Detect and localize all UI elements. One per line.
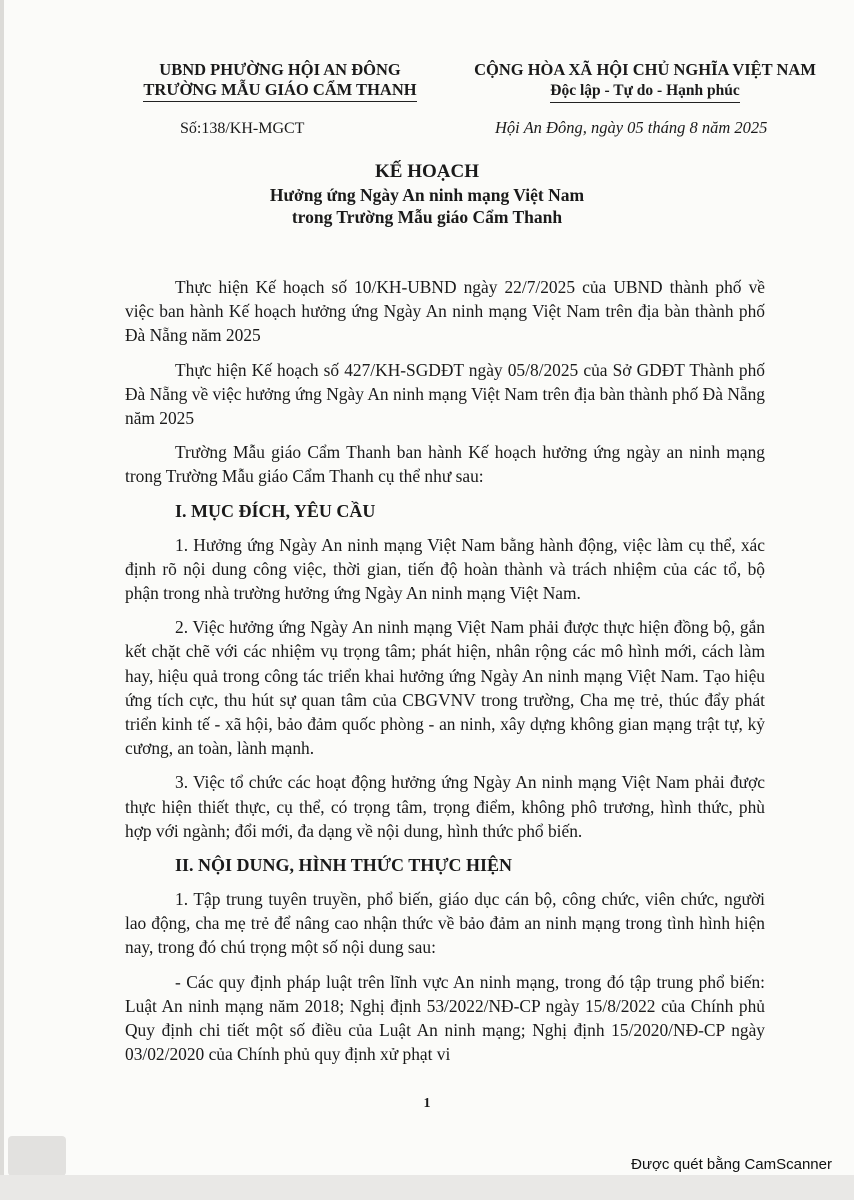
title-type: KẾ HOẠCH	[375, 161, 479, 182]
paragraph: 1. Hưởng ứng Ngày An ninh mạng Việt Nam bằng hành động, việc làm cụ thể, xác định rõ nội dung công việc, thời gian, tiến độ hoàn thành và trách nhiệm của các tổ, bộ phận trong nhà trường hưởng ứng Ngày An ninh mạng Việt Nam.	[125, 534, 765, 604]
issuing-organization	[120, 60, 440, 102]
paragraph: 1. Tập trung tuyên truyền, phổ biến, giáo dục cán bộ, công chức, viên chức, người lao động, cha mẹ trẻ để nâng cao nhận thức về bảo đảm an ninh mạng trong tình hình hiện nay, trong đó chú trọng một số nội dung sau:	[125, 889, 765, 958]
country-name: CỘNG HÒA XÃ HỘI CHỦ NGHĨA VIỆT NAM	[474, 60, 816, 79]
section-heading-content: II. NỘI DUNG, HÌNH THỨC THỰC HIỆN	[175, 855, 513, 876]
document-date: Hội An Đông, ngày 05 tháng 8 năm 2025	[495, 118, 768, 137]
title-subject-line1: Hưởng ứng Ngày An ninh mạng Việt Nam	[269, 185, 585, 205]
document-title	[0, 160, 854, 228]
footer-bar	[0, 1175, 854, 1200]
national-header	[450, 60, 840, 103]
paragraph: - Các quy định pháp luật trên lĩnh vực An ninh mạng, trong đó tập trung phổ biến: Luật An ninh mạng năm 2018; Nghị định 53/2022/NĐ-CP ngày 15/8/2022 của Chính phủ Quy định chi tiết một số điều của Luật An ninh mạng; Nghị định 15/2020/NĐ-CP ngày 03/02/2020 của Chính phủ quy định xử phạt vi	[125, 971, 765, 1065]
camscanner-watermark: Được quét bằng CamScanner	[631, 1156, 832, 1173]
paragraph: 3. Việc tổ chức các hoạt động hưởng ứng Ngày An ninh mạng Việt Nam phải được thực hiện thiết thực, cụ thể, có trọng tâm, trọng điểm, không phô trương, hình thức, phù hợp với ngành; đổi mới, đa dạng về nội dung, hình thức phổ biến.	[125, 772, 765, 841]
paragraph: 2. Việc hưởng ứng Ngày An ninh mạng Việt Nam phải được thực hiện đồng bộ, gắn kết chặt chẽ với các nhiệm vụ trọng tâm; phát hiện, nhân rộng các mô hình mới, cách làm hay, hiệu quả trong công tác triển khai hưởng ứng Ngày An ninh mạng Việt Nam. Tạo hiệu ứng tích cực, thu hút sự quan tâm của CBGVNV trong trường, Cha mẹ trẻ, thúc đẩy phát triển kinh tế - xã hội, bảo đảm quốc phòng - an ninh, xây dựng không gian mạng trật tự, kỷ cương, an toàn, lành mạnh.	[125, 617, 765, 759]
parent-authority: UBND PHƯỜNG HỘI AN ĐÔNG	[159, 60, 401, 79]
document-body	[125, 275, 765, 1076]
paragraph: Trường Mẫu giáo Cẩm Thanh ban hành Kế hoạch hưởng ứng ngày an ninh mạng trong Trường Mẫu giáo Cẩm Thanh cụ thể như sau:	[125, 442, 765, 487]
scan-artifact	[8, 1136, 66, 1176]
document-number: Số:138/KH-MGCT	[180, 120, 305, 137]
title-subject-line2: trong Trường Mẫu giáo Cẩm Thanh	[291, 207, 563, 227]
section-heading-purpose: I. MỤC ĐÍCH, YÊU CẦU	[175, 500, 376, 521]
school-name: TRƯỜNG MẪU GIÁO CẨM THANH	[143, 80, 416, 102]
national-motto: Độc lập - Tự do - Hạnh phúc	[550, 81, 739, 103]
paragraph: Thực hiện Kế hoạch số 427/KH-SGDĐT ngày 05/8/2025 của Sở GDĐT Thành phố Đà Nẵng về việc hưởng ứng Ngày An ninh mạng Việt Nam trên địa bàn thành phố Đà Nẵng năm 2025	[125, 359, 765, 429]
paragraph: Thực hiện Kế hoạch số 10/KH-UBND ngày 22/7/2025 của UBND thành phố về việc ban hành Kế hoạch hưởng ứng Ngày An ninh mạng Việt Nam trên địa bàn thành phố Đà Nẵng năm 2025	[125, 277, 765, 346]
page-number: 1	[423, 1096, 431, 1111]
